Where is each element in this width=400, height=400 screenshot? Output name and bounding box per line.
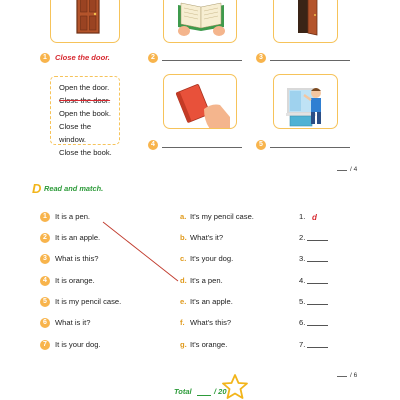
item-number-badge: 5 <box>40 297 50 307</box>
match-left-item <box>0 317 400 329</box>
item-number-badge: 5 <box>256 140 266 150</box>
right-sentence: What's it? <box>190 233 224 242</box>
match-left-item <box>0 296 400 308</box>
match-left-item <box>0 211 400 223</box>
answer-line[interactable] <box>307 339 328 348</box>
answer-line[interactable] <box>307 296 328 305</box>
answer-line[interactable] <box>307 253 328 262</box>
right-letter: b. <box>180 233 187 242</box>
total-label: Total <box>174 387 192 396</box>
sentence-option: Open the book. <box>59 109 111 118</box>
item-number-badge: 7 <box>40 340 50 350</box>
right-sentence: It's a pen. <box>190 276 223 285</box>
right-letter: f. <box>180 318 185 327</box>
right-sentence: It's orange. <box>190 340 228 349</box>
answer-number: 5. <box>299 297 306 306</box>
match-left-item <box>0 232 400 244</box>
item-number-badge: 3 <box>40 254 50 264</box>
left-sentence: It is my pencil case. <box>55 297 122 306</box>
answer-line[interactable] <box>307 232 328 241</box>
answer-line[interactable] <box>307 275 328 284</box>
match-line <box>103 222 178 281</box>
answer-number: 7. <box>299 340 306 349</box>
item-number-badge: 2 <box>40 233 50 243</box>
total-blank[interactable] <box>197 395 211 396</box>
match-left-item <box>0 253 400 265</box>
sentence-option: Close the window. <box>59 122 92 144</box>
item-number-badge: 2 <box>148 53 158 63</box>
total-out-of: / 20 <box>214 387 227 396</box>
right-sentence: It's your dog. <box>190 254 234 263</box>
right-letter: a. <box>180 212 187 221</box>
example-answer: Close the door. <box>55 53 110 62</box>
left-sentence: It is your dog. <box>55 340 101 349</box>
item-number-badge: 6 <box>40 318 50 328</box>
score-total-d: / 6 <box>350 372 358 379</box>
left-sentence: It is a pen. <box>55 212 91 221</box>
left-sentence: It is orange. <box>55 276 95 285</box>
right-letter: e. <box>180 297 187 306</box>
item-number-badge: 1 <box>40 212 50 222</box>
section-letter: D <box>32 181 42 196</box>
answer-number: 1. <box>299 212 306 221</box>
right-sentence: It's my pencil case. <box>190 212 254 221</box>
right-sentence: What's this? <box>190 318 232 327</box>
match-left-item <box>0 275 400 287</box>
answer-value[interactable]: d <box>312 213 317 222</box>
right-letter: d. <box>180 276 187 285</box>
right-letter: g. <box>180 340 187 349</box>
answer-line[interactable] <box>307 317 328 326</box>
sentence-option: Open the door. <box>59 83 110 92</box>
sentence-option-used: Close the door. <box>59 96 111 105</box>
left-sentence: What is it? <box>55 318 91 327</box>
item-number-badge: 4 <box>40 276 50 286</box>
answer-number: 4. <box>299 276 306 285</box>
section-title: Read and match. <box>44 184 104 193</box>
answer-number: 6. <box>299 318 306 327</box>
right-letter: c. <box>180 254 187 263</box>
item-number-badge: 3 <box>256 53 266 63</box>
sentence-option: Close the book. <box>59 148 112 157</box>
match-left-item <box>0 339 400 351</box>
score-blank[interactable] <box>337 376 347 377</box>
answer-number: 3. <box>299 254 306 263</box>
item-number-badge: 1 <box>40 53 50 63</box>
answer-number: 2. <box>299 233 306 242</box>
right-sentence: It's an apple. <box>190 297 233 306</box>
item-number-badge: 4 <box>148 140 158 150</box>
left-sentence: What is this? <box>55 254 99 263</box>
left-sentence: It is an apple. <box>55 233 101 242</box>
score-total-c: / 4 <box>350 166 358 173</box>
